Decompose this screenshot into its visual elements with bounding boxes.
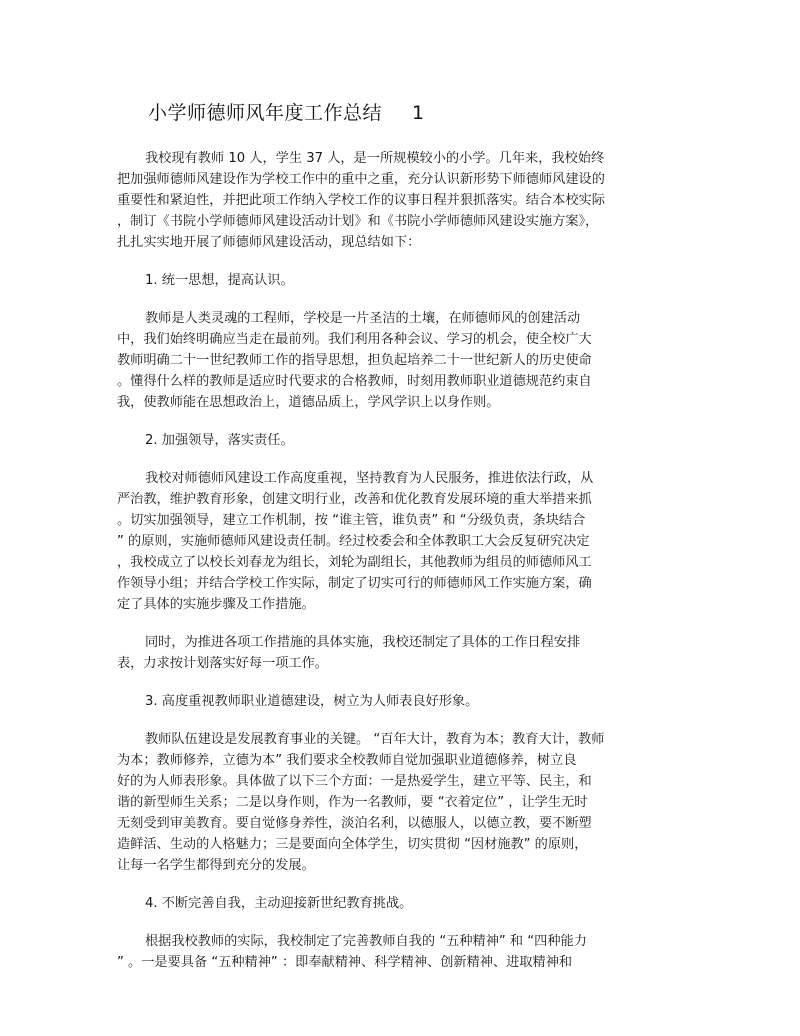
paragraph-line: 我校现有教师 10 人，学生 37 人，是一所规模较小的小学。几年来，我校始终 — [145, 151, 605, 166]
paragraph-line: 同时，为推进各项工作措施的具体实施，我校还制定了具体的工作日程安排 — [145, 635, 581, 650]
paragraph-section-1 — [117, 308, 662, 413]
paragraph-line: 谐的新型师生关系；二是以身作则，作为一名教师，要 “衣着定位” ，让学生无时 — [117, 795, 588, 810]
paragraph-line: 定了具体的实施步骤及工作措施。 — [117, 597, 315, 612]
paragraph-line: 为本；教师修养，立德为本” 我们要求全校教师自觉加强职业道德修养，树立良 — [117, 753, 577, 768]
section-heading-1: 1. 统一思想，提高认识。 — [145, 273, 294, 288]
paragraph-line: 我，使教师能在思想政治上，道德品质上，学风学识上以身作则。 — [117, 395, 500, 410]
paragraph-line: 。懂得什么样的教师是适应时代要求的合格教师，时刻用教师职业道德规范约束自 — [117, 374, 592, 389]
title-text: 小学师德师风年度工作总结 — [148, 102, 383, 124]
paragraph-line: 表，力求按计划落实好每一项工作。 — [117, 656, 328, 671]
paragraph-line: 教师明确二十一世纪教师工作的指导思想，担负起培养二十一世纪新人的历史使命 — [117, 353, 592, 368]
section-heading-2: 2. 加强领导，落实责任。 — [145, 433, 294, 448]
paragraph-line: 无刻受到审美教育。要自觉修身养性，淡泊名利，以德服人，以德立教，要不断塑 — [117, 816, 592, 831]
paragraph-section-3 — [117, 729, 662, 876]
paragraph-line: ” 。一是要具备 “五种精神” ：即奉献精神、科学精神、创新精神、进取精神和 — [117, 955, 573, 970]
paragraph-line: 好的为人师表形象。具体做了以下三个方面：一是热爱学生，建立平等、民主，和 — [117, 774, 592, 789]
paragraph-section-2 — [117, 468, 662, 615]
paragraph-line: 作领导小组；并结合学校工作实际，制定了切实可行的师德师风工作实施方案，确 — [117, 576, 592, 591]
paragraph-line: 扎扎实实地开展了师德师风建设活动，现总结如下： — [117, 235, 421, 250]
paragraph-line: 造鲜活、生动的人格魅力；三是要面向全体学生，切实贯彻 “因材施教” 的原则， — [117, 837, 588, 852]
section-heading-3: 3. 高度重视教师职业道德建设，树立为人师表良好形象。 — [145, 694, 479, 709]
document-body — [117, 148, 662, 990]
paragraph-line: 教师队伍建设是发展教育事业的关键。 “百年大计，教育为本；教育大计，教师 — [145, 732, 605, 747]
paragraph-line: 。切实加强领导，建立工作机制，按 “谁主管，谁负责” 和 “分级负责，条块结合 — [117, 513, 586, 528]
paragraph-line: 把加强师德师风建设作为学校工作中的重中之重，充分认识新形势下师德师风建设的 — [117, 172, 605, 187]
paragraph-line: 我校对师德师风建设工作高度重视，坚持教育为人民服务，推进依法行政，从 — [145, 471, 594, 486]
paragraph-line: ，制订《书院小学师德师风建设活动计划》和《书院小学师德师风建设实施方案》， — [117, 214, 599, 229]
paragraph-line: 教师是人类灵魂的工程师，学校是一片圣洁的土壤，在师德师风的创建活动 — [145, 311, 581, 326]
paragraph-intro — [117, 148, 662, 253]
section-heading-4: 4. 不断完善自我，主动迎接新世纪教育挑战。 — [145, 896, 413, 911]
paragraph-section-2b — [117, 632, 662, 674]
paragraph-line: 让每一名学生都得到充分的发展。 — [117, 858, 315, 873]
paragraph-line: 严治教，维护教育形象，创建文明行业，改善和优化教育发展环境的重大举措来抓 — [117, 492, 592, 507]
document-title — [148, 98, 425, 125]
paragraph-line: 根据我校教师的实际，我校制定了完善教师自我的 “五种精神” 和 “四种能力 — [145, 934, 587, 949]
title-number: 1 — [412, 102, 425, 124]
paragraph-line: 重要性和紧迫性，并把此项工作纳入学校工作的议事日程并狠抓落实。结合本校实际 — [117, 193, 605, 208]
paragraph-line: 中，我们始终明确应当走在最前列。我们利用各种会议、学习的机会，使全校广大 — [117, 332, 592, 347]
paragraph-line: ” 的原则，实施师德师风建设责任制。经过校委会和全体教职工大会反复研究决定 — [117, 534, 590, 549]
paragraph-section-4 — [117, 931, 662, 973]
paragraph-line: ，我校成立了以校长刘春龙为组长，刘轮为副组长，其他教师为组员的师德师风工 — [117, 555, 592, 570]
